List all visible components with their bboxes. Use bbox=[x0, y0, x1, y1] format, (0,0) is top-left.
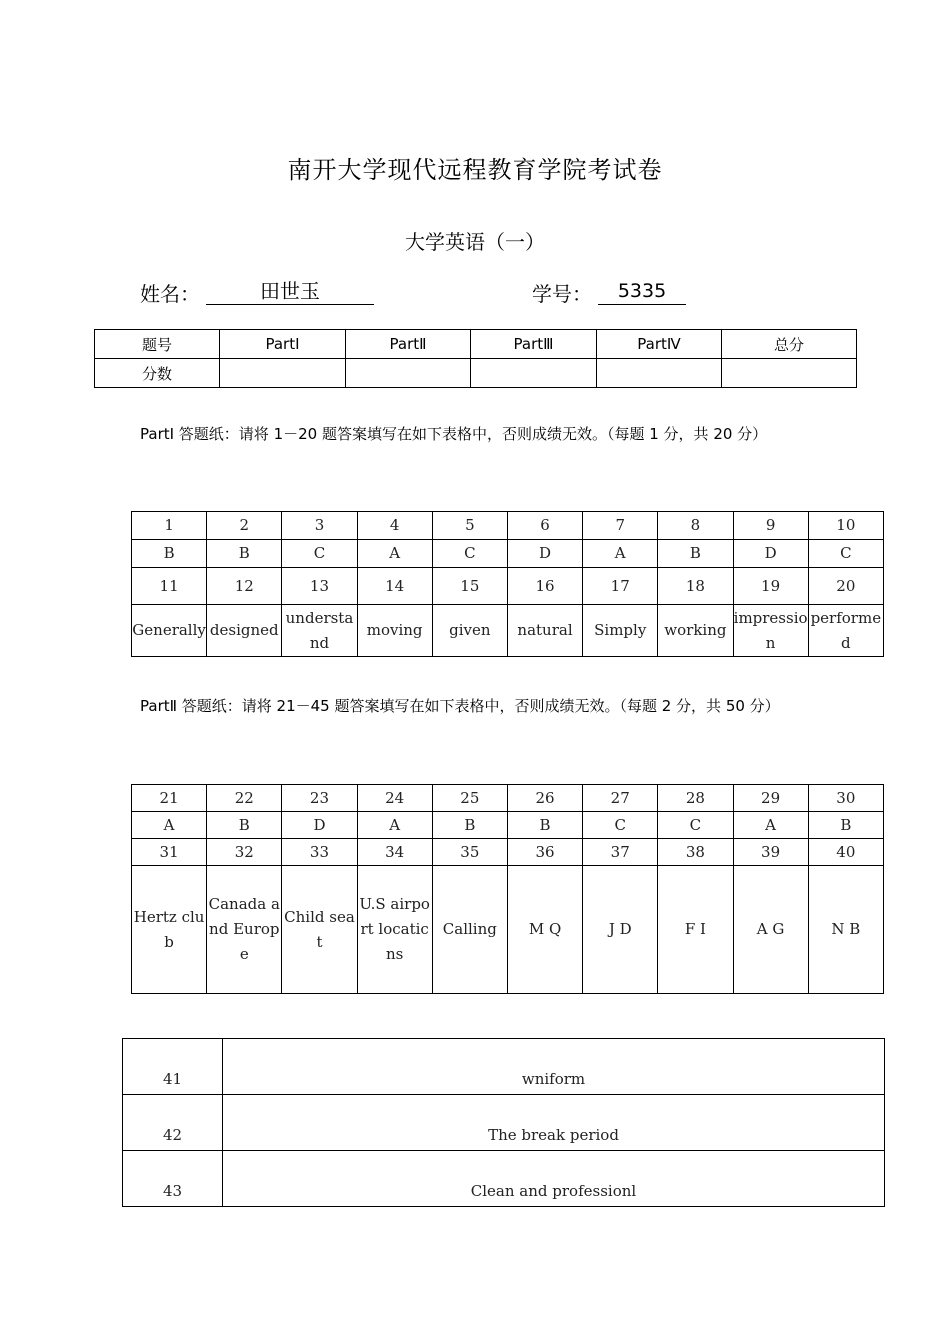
score-header-cell: PartⅢ bbox=[471, 330, 597, 359]
answer-cell: B bbox=[132, 540, 207, 568]
exam-title: 南开大学现代远程教育学院考试卷 bbox=[287, 156, 663, 184]
answer-cell: moving bbox=[357, 605, 432, 657]
answer-cell: The break period bbox=[223, 1095, 885, 1151]
score-header-cell: 题号 bbox=[95, 330, 220, 359]
score-header-cell: PartⅡ bbox=[346, 330, 471, 359]
answer-cell: U.S airport locaticns bbox=[357, 866, 432, 994]
question-number-cell: 4 bbox=[357, 512, 432, 540]
table-row bbox=[123, 1095, 885, 1151]
table-row bbox=[132, 785, 884, 812]
question-number-cell: 25 bbox=[432, 785, 507, 812]
table-row bbox=[123, 1039, 885, 1095]
score-cell[interactable] bbox=[597, 359, 722, 388]
score-value-row bbox=[95, 359, 857, 388]
question-number-cell: 34 bbox=[357, 839, 432, 866]
question-number-cell: 35 bbox=[432, 839, 507, 866]
answer-cell: B bbox=[432, 812, 507, 839]
answer-cell: Generally bbox=[132, 605, 207, 657]
score-header-cell: PartⅣ bbox=[597, 330, 722, 359]
answer-cell: J D bbox=[583, 866, 658, 994]
question-number-cell: 10 bbox=[808, 512, 883, 540]
answer-cell: B bbox=[507, 812, 582, 839]
answer-cell: N B bbox=[808, 866, 883, 994]
question-number-cell: 6 bbox=[507, 512, 582, 540]
question-number-cell: 12 bbox=[207, 568, 282, 605]
table-row bbox=[132, 568, 884, 605]
question-number-cell: 30 bbox=[808, 785, 883, 812]
name-value: 田世玉 bbox=[206, 278, 374, 305]
answer-cell: C bbox=[282, 540, 357, 568]
question-number-cell: 24 bbox=[357, 785, 432, 812]
question-number-cell: 22 bbox=[207, 785, 282, 812]
question-number-cell: 29 bbox=[733, 785, 808, 812]
question-number-cell: 43 bbox=[123, 1151, 223, 1207]
question-number-cell: 7 bbox=[583, 512, 658, 540]
question-number-cell: 9 bbox=[733, 512, 808, 540]
question-number-cell: 3 bbox=[282, 512, 357, 540]
answer-cell: Calling bbox=[432, 866, 507, 994]
question-number-cell: 28 bbox=[658, 785, 733, 812]
question-number-cell: 5 bbox=[432, 512, 507, 540]
question-number-cell: 20 bbox=[808, 568, 883, 605]
answer-cell: B bbox=[658, 540, 733, 568]
answer-cell: A bbox=[132, 812, 207, 839]
question-number-cell: 26 bbox=[507, 785, 582, 812]
question-number-cell: 33 bbox=[282, 839, 357, 866]
question-number-cell: 1 bbox=[132, 512, 207, 540]
question-number-cell: 37 bbox=[583, 839, 658, 866]
score-cell[interactable] bbox=[471, 359, 597, 388]
answer-cell: A bbox=[357, 812, 432, 839]
table-row bbox=[132, 866, 884, 994]
question-number-cell: 13 bbox=[282, 568, 357, 605]
student-id-label: 学号： bbox=[532, 282, 592, 306]
question-number-cell: 2 bbox=[207, 512, 282, 540]
question-number-cell: 15 bbox=[432, 568, 507, 605]
answer-cell: C bbox=[658, 812, 733, 839]
answer-cell: designed bbox=[207, 605, 282, 657]
answer-cell: working bbox=[658, 605, 733, 657]
score-cell[interactable] bbox=[722, 359, 857, 388]
question-number-cell: 40 bbox=[808, 839, 883, 866]
question-number-cell: 14 bbox=[357, 568, 432, 605]
question-number-cell: 36 bbox=[507, 839, 582, 866]
answer-cell: A G bbox=[733, 866, 808, 994]
score-cell[interactable] bbox=[346, 359, 471, 388]
table-row bbox=[132, 540, 884, 568]
answer-cell: A bbox=[733, 812, 808, 839]
answer-cell: understand bbox=[282, 605, 357, 657]
answer-cell: given bbox=[432, 605, 507, 657]
score-header-cell: PartⅠ bbox=[220, 330, 346, 359]
question-number-cell: 41 bbox=[123, 1039, 223, 1095]
question-number-cell: 31 bbox=[132, 839, 207, 866]
answer-cell: B bbox=[207, 540, 282, 568]
question-number-cell: 11 bbox=[132, 568, 207, 605]
answer-cell: A bbox=[357, 540, 432, 568]
table-row bbox=[132, 839, 884, 866]
part1-instruction: PartⅠ 答题纸：请将 1－20 题答案填写在如下表格中，否则成绩无效。（每题 1 分，共 20 分） bbox=[140, 425, 768, 443]
answer-cell: D bbox=[733, 540, 808, 568]
answer-cell: Clean and professionl bbox=[223, 1151, 885, 1207]
table-row bbox=[132, 812, 884, 839]
answer-cell: natural bbox=[507, 605, 582, 657]
answer-cell: Hertz club bbox=[132, 866, 207, 994]
table-row bbox=[132, 605, 884, 657]
question-number-cell: 17 bbox=[583, 568, 658, 605]
question-number-cell: 42 bbox=[123, 1095, 223, 1151]
question-number-cell: 18 bbox=[658, 568, 733, 605]
question-number-cell: 32 bbox=[207, 839, 282, 866]
answer-cell: A bbox=[583, 540, 658, 568]
answer-cell: B bbox=[207, 812, 282, 839]
answer-cell: D bbox=[507, 540, 582, 568]
answer-cell: impression bbox=[733, 605, 808, 657]
answer-cell: performed bbox=[808, 605, 883, 657]
question-number-cell: 38 bbox=[658, 839, 733, 866]
part1-answer-table bbox=[131, 511, 884, 657]
part2-answer-table bbox=[131, 784, 884, 994]
answer-cell: C bbox=[432, 540, 507, 568]
answer-cell: D bbox=[282, 812, 357, 839]
answer-cell: F I bbox=[658, 866, 733, 994]
answer-cell: M Q bbox=[507, 866, 582, 994]
answer-cell: Canada and Europe bbox=[207, 866, 282, 994]
answer-cell: Child seat bbox=[282, 866, 357, 994]
name-label: 姓名： bbox=[140, 282, 200, 306]
score-row-label: 分数 bbox=[95, 359, 220, 388]
question-number-cell: 16 bbox=[507, 568, 582, 605]
answer-cell: C bbox=[583, 812, 658, 839]
answer-cell: wniform bbox=[223, 1039, 885, 1095]
question-number-cell: 8 bbox=[658, 512, 733, 540]
table-row bbox=[123, 1151, 885, 1207]
question-number-cell: 21 bbox=[132, 785, 207, 812]
score-cell[interactable] bbox=[220, 359, 346, 388]
answer-cell: B bbox=[808, 812, 883, 839]
question-number-cell: 23 bbox=[282, 785, 357, 812]
score-header-row bbox=[95, 330, 857, 359]
question-number-cell: 39 bbox=[733, 839, 808, 866]
course-title: 大学英语（一） bbox=[405, 230, 545, 254]
answer-cell: Simply bbox=[583, 605, 658, 657]
answer-cell: C bbox=[808, 540, 883, 568]
table-row bbox=[132, 512, 884, 540]
part2-instruction: PartⅡ 答题纸：请将 21－45 题答案填写在如下表格中，否则成绩无效。（每题 2 分，共 50 分） bbox=[140, 697, 780, 715]
score-table bbox=[94, 329, 857, 388]
part2-long-answer-table bbox=[122, 1038, 885, 1207]
score-header-cell: 总分 bbox=[722, 330, 857, 359]
question-number-cell: 19 bbox=[733, 568, 808, 605]
student-id-value: 5335 bbox=[598, 278, 686, 305]
question-number-cell: 27 bbox=[583, 785, 658, 812]
